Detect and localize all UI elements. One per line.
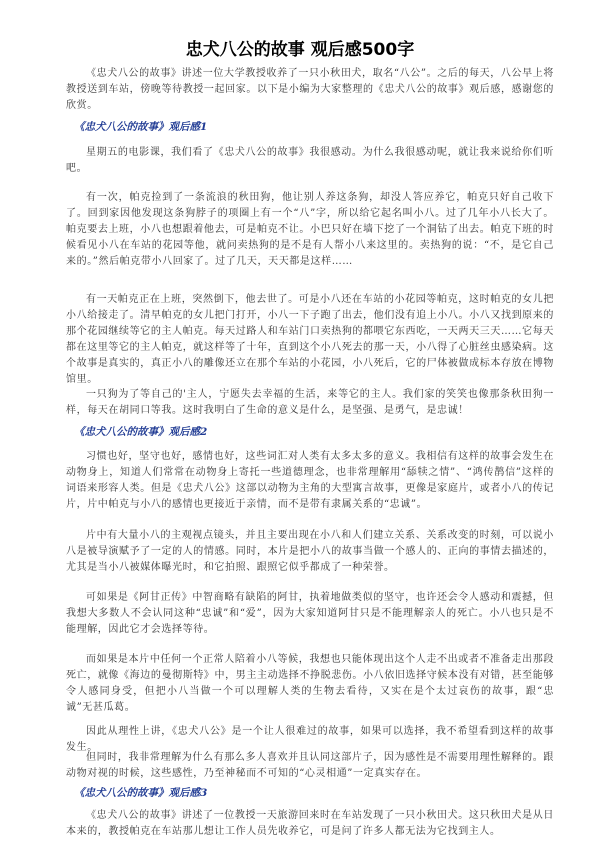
section-heading-3: 《忠犬八公的故事》观后感3 <box>74 787 208 799</box>
section-heading-1: 《忠犬八公的故事》观后感1 <box>74 121 208 133</box>
intro-paragraph: 《忠犬八公的故事》讲述一位大学教授收养了一只小秋田犬，取名“八公”。之后的每天，八公早上将教授送到车站，傍晚等待教授一起回家。以下是小编为大家整理的《忠犬八公的故事》观后感，感谢您的欣赏。 <box>66 68 554 111</box>
s2-paragraph-5: 因此从理性上讲，《忠犬八公》是一个让人很难过的故事，如果可以选择，我不希望看到这样的故事发生。 <box>66 726 554 753</box>
s2-paragraph-6: 但同时，我非常理解为什么有那么多人喜欢并且认同这部片子，因为感性是不需要用理性解释的。跟动物对视的时候，这些感性，乃至神秘而不可知的“心灵相通”一定真实存在。 <box>66 752 554 779</box>
page-title: 忠犬八公的故事 观后感500字 <box>185 40 415 61</box>
s2-paragraph-2: 片中有大量小八的主观视点镜头，并且主要出现在小八和人们建立关系、关系改变的时刻，可以说小八是被导演赋予了一定的人的情感。同时，本片是把小八的故事当做一个感人的、正向的事情去描述的，尤其是当小八被媒体曝光时，和它拍照、跟照它似乎都成了一种荣誉。 <box>66 530 554 573</box>
s1-paragraph-2: 有一次，帕克捡到了一条流浪的秋田狗，他让别人养这条狗，却没人答应养它，帕克只好自己收下了。回到家因他发现这条狗脖子的项圈上有一个“八”字，所以给它起名叫小八。过了几年小八长大了。帕克要去上班，小八也想跟着他去，可是帕克不让。小巴只好在墙下挖了一个洞钻了出去。帕克下班的时候看见小八在车站的花园等他，就问卖热狗的是不是有人帮小八来这里的。卖热狗的说：“不，是它自己来的。”然后帕克带小八回家了。过了几天，天天都是这样…… <box>66 192 554 267</box>
s1-paragraph-4: 一只狗为了等自己的'主人，宁愿失去幸福的生活，来等它的主人。我们家的笑笑也像那条秋田狗一样，每天在胡同口等我。这时我明白了生命的意义是什么，是坚强、是勇气，是忠诚！ <box>66 389 554 416</box>
s1-paragraph-1: 星期五的电影课，我们看了《忠犬八公的故事》我很感动。为什么我很感动呢，就让我来说给你们听吧。 <box>66 147 554 174</box>
s2-paragraph-3: 可如果是《阿甘正传》中智商略有缺陷的阿甘，执着地做类似的坚守，也许还会令人感动和震撼，但我想大多数人不会认同这种“忠诚”和“爱”，因为大家知道阿甘只是不能理解亲人的死亡。小八也只是不能理解，因此它才会选择等待。 <box>66 592 554 635</box>
s2-paragraph-4: 而如果是本片中任何一个正常人陪着小八等候，我想也只能体现出这个人走不出或者不准备走出那段死亡，就像《海边的曼彻斯特》中，男主主动选择不挣脱悲伤。小八依旧选择守候本没有对错，甚至能够令人感同身受，但把小八当做一个可以理解人类的生物去看待，又实在是个太过哀伤的故事，跟“忠诚”无甚瓜葛。 <box>66 654 554 713</box>
s3-paragraph-1: 《忠犬八公的故事》讲述了一位教授一天旅游回来时在车站发现了一只小秋田犬。这只秋田犬是从日本来的，教授帕克在车站那儿想让工作人员先收养它，可是问了许多人都无法为它找到主人。 <box>66 810 554 837</box>
s1-paragraph-3: 有一天帕克正在上班，突然倒下，他去世了。可是小八还在车站的小花园等帕克，这时帕克的女儿把小八给接走了。清早帕克的女儿把门打开，小八一下子跑了出去，他们没有追上小八。小八又找到原来的那个花园继续等它的主人帕克。每天过路人和车站门口卖热狗的都喂它东西吃，一天两天三天……它每天都在这里等它的主人帕克，就这样等了十年，直到这个小八死去的那一天，小八得了心脏丝虫感染病。这个故事是真实的，真正小八的雕像还立在那个车站的小花园，小八死后，它的尸体被做成标本存放在博物馆里。 <box>66 294 554 385</box>
section-heading-2: 《忠犬八公的故事》观后感2 <box>74 426 208 438</box>
s2-paragraph-1: 习惯也好，坚守也好，感情也好，这些词汇对人类有太多太多的意义。我相信有这样的故事会发生在动物身上，知道人们常常在动物身上寄托一些道德理念，也非常理解用“舔犊之情”、“鸿传鹊信”这样的词语来形容人类。但是《忠犬八公》这部以动物为主角的大型寓言故事，更像是家庭片，或者小八的传记片，片中帕克与小八的感情也更接近于亲情，而不是带有隶属关系的“忠诚”。 <box>66 451 554 510</box>
